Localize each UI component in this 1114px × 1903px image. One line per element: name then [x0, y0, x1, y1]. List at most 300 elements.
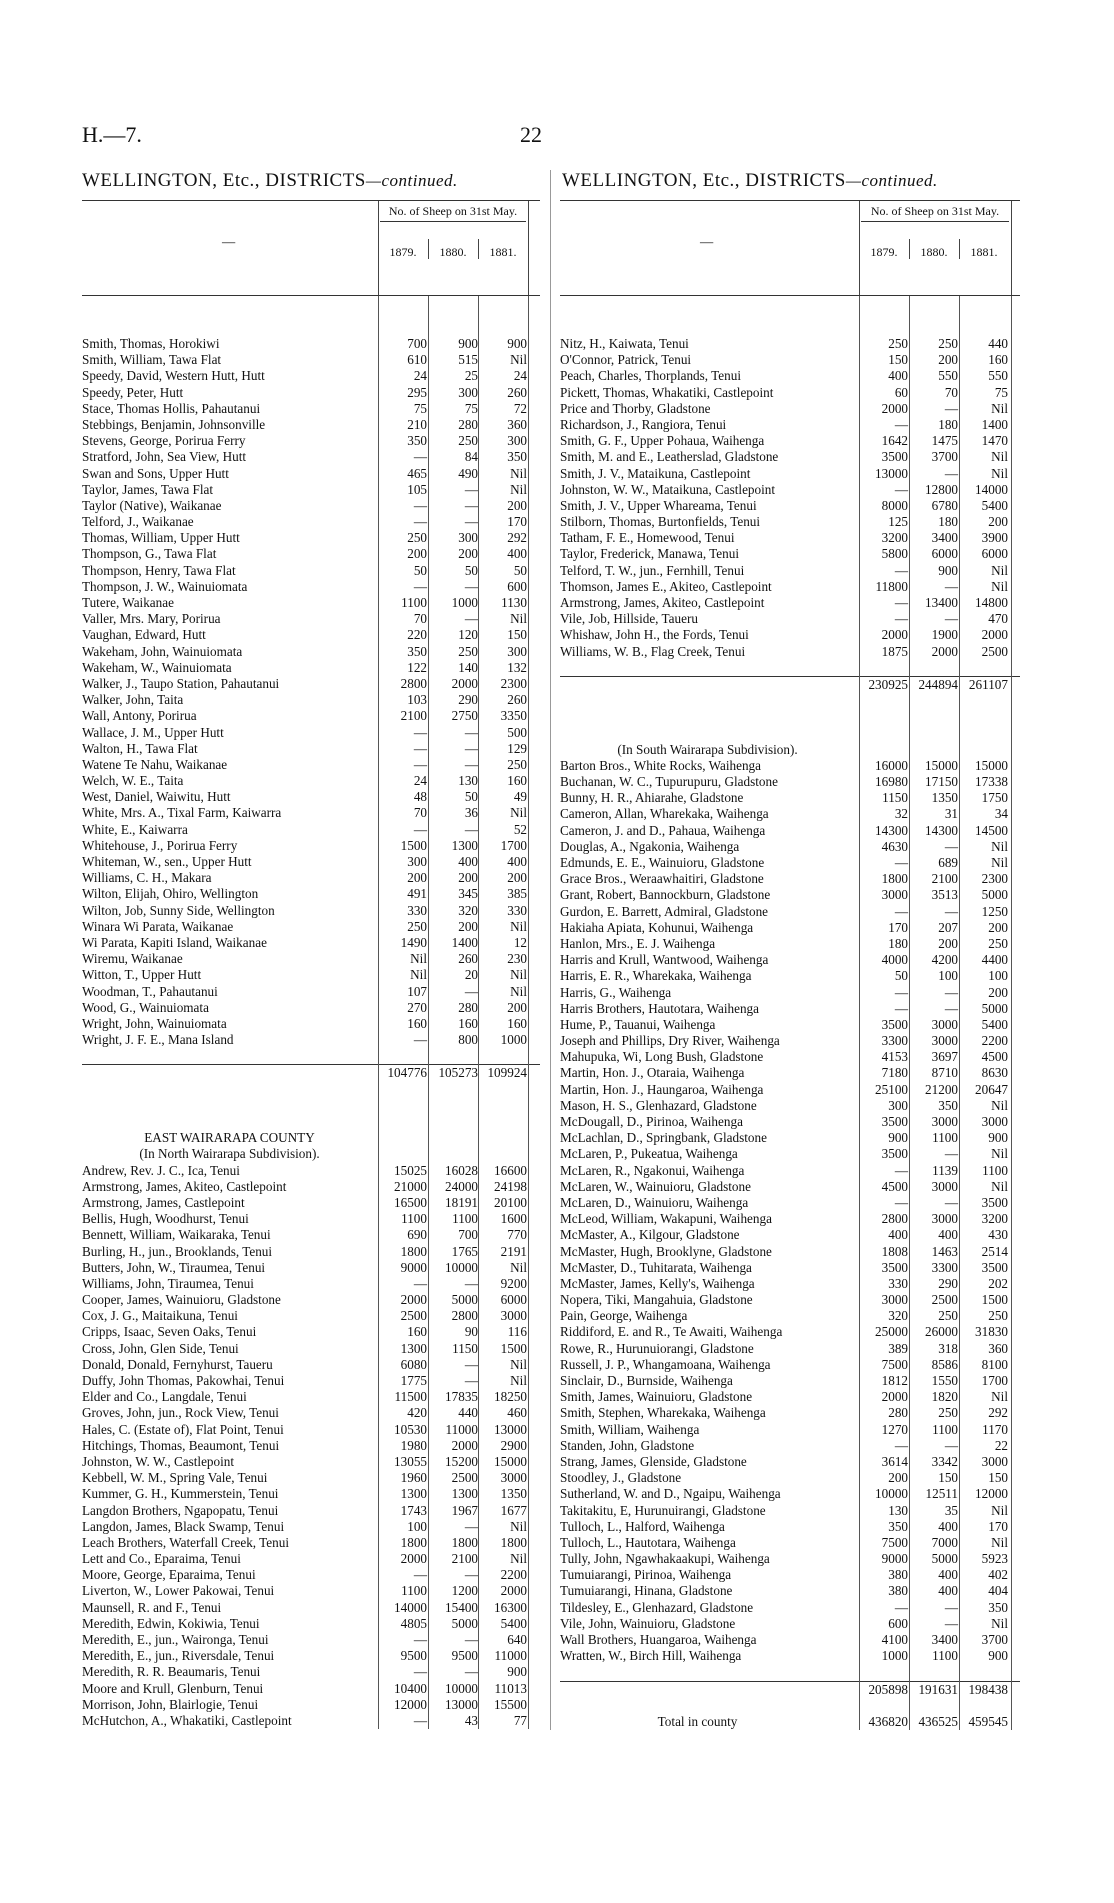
- sheep-count-1879: —: [413, 514, 427, 530]
- sheep-count-1879: 180: [888, 935, 908, 951]
- table-row: [82, 708, 540, 724]
- sheep-count-1880: —: [944, 578, 958, 594]
- owner-name: Smith, James, Wainuioru, Gladstone: [560, 1389, 753, 1405]
- sheep-count-1879: 350: [407, 433, 427, 449]
- sheep-count-1879: 11800: [875, 578, 908, 594]
- sheep-count-1881: Nil: [510, 1356, 527, 1372]
- sheep-count-1880: 1463: [931, 1243, 958, 1259]
- table-row: [82, 870, 540, 886]
- sheep-count-1879: 24: [413, 773, 427, 789]
- sheep-count-1880: —: [464, 756, 478, 772]
- owner-name: Rowe, R., Hurunuiorangi, Gladstone: [560, 1340, 754, 1356]
- sheep-count-1879: —: [413, 497, 427, 513]
- sheep-count-1879: —: [413, 1032, 427, 1048]
- subtotal-row: [82, 1064, 540, 1081]
- page-reference: H.—7.: [82, 122, 142, 147]
- sheep-count-1879: 16000: [875, 757, 908, 773]
- sheep-count-1881: 52: [513, 821, 527, 837]
- sheep-count-1880: 1100: [452, 1211, 478, 1227]
- sheep-count-1880: 2000: [931, 643, 958, 659]
- owner-name: McMaster, James, Kelly's, Waihenga: [560, 1275, 755, 1291]
- sheep-count-1880: 490: [458, 465, 478, 481]
- sheep-count-1881: 16300: [494, 1599, 527, 1615]
- grand-total-row: [560, 1714, 1020, 1730]
- sheep-count-1880: 16028: [445, 1162, 478, 1178]
- sheep-count-1879: —: [894, 1599, 908, 1615]
- sheep-count-1880: 7000: [931, 1534, 958, 1550]
- sheep-count-1881: 1170: [982, 1421, 1008, 1437]
- table-row: [82, 1260, 540, 1276]
- sheep-count-1879: 1150: [882, 790, 908, 806]
- table-row: [560, 1227, 1020, 1243]
- owner-name: Wilton, Elijah, Ohiro, Wellington: [82, 886, 259, 902]
- table-row: [82, 1324, 540, 1340]
- table-row: [560, 1179, 1020, 1195]
- sheep-count-1881: 14000: [975, 481, 1008, 497]
- table-row: [560, 1454, 1020, 1470]
- owner-name: Swan and Sons, Upper Hutt: [82, 465, 229, 481]
- table-row: [560, 1049, 1020, 1065]
- sheep-count-1881: Nil: [991, 855, 1008, 870]
- sheep-count-1879: 103: [407, 692, 427, 708]
- left-column-title: [82, 170, 458, 192]
- owner-name: Stevens, George, Porirua Ferry: [82, 433, 246, 449]
- section-heading-row: [82, 1130, 540, 1146]
- sheep-count-1880: —: [464, 821, 478, 837]
- table-row: [82, 368, 540, 384]
- sheep-count-1879: 7500: [881, 1534, 908, 1550]
- sheep-count-1880: 3400: [931, 530, 958, 546]
- sheep-count-1879: 1100: [401, 1583, 427, 1599]
- sheep-count-1881: 34: [994, 806, 1008, 822]
- sheep-count-1881: 2300: [981, 871, 1008, 887]
- owner-name: McLachlan, D., Springbank, Gladstone: [560, 1130, 767, 1146]
- sheep-count-1879: 75: [413, 400, 427, 416]
- sheep-count-1879: —: [894, 562, 908, 578]
- sheep-count-1880: 24000: [445, 1178, 478, 1194]
- owner-name: Tumuiarangi, Hinana, Gladstone: [560, 1583, 733, 1599]
- sheep-count-1881: 5000: [981, 1000, 1008, 1016]
- table-row: [82, 611, 540, 627]
- sheep-count-1879: 70: [413, 805, 427, 821]
- table-row: [82, 1503, 540, 1519]
- owner-name: Walton, H., Tawa Flat: [82, 740, 198, 756]
- sheep-count-1881: 900: [507, 336, 527, 351]
- sheep-count-1881: 459545: [968, 1713, 1008, 1729]
- owner-name: Meredith, R. R. Beaumaris, Tenui: [82, 1664, 261, 1680]
- sheep-count-1881: Nil: [991, 1502, 1008, 1518]
- header-rule: [528, 201, 529, 295]
- table-row: [82, 433, 540, 449]
- sheep-count-1880: 1139: [932, 1162, 958, 1178]
- sheep-count-1881: 250: [507, 756, 527, 772]
- sheep-count-1881: 5400: [500, 1615, 527, 1631]
- table-body: [560, 296, 1020, 1730]
- sheep-count-1879: 7180: [881, 1065, 908, 1081]
- sheep-count-1879: 60: [894, 384, 908, 400]
- table-row: [560, 1486, 1020, 1502]
- sheep-count-1880: 350: [938, 1097, 958, 1113]
- sheep-count-1879: 160: [407, 1015, 427, 1031]
- sheep-count-1879: 465: [407, 465, 427, 481]
- header-sheep-count-group: No. of Sheep on 31st May.: [380, 205, 526, 222]
- table-row: [560, 498, 1020, 514]
- sheep-count-1879: 10530: [394, 1421, 427, 1437]
- sheep-count-1881: 5400: [981, 497, 1008, 513]
- sheep-count-1880: 3400: [931, 1632, 958, 1647]
- sheep-count-1880: 2000: [451, 675, 478, 691]
- table-row: [82, 546, 540, 562]
- sheep-count-1879: Nil: [410, 967, 427, 983]
- right-title-main: WELLINGTON, Etc., DISTRICTS: [562, 170, 846, 191]
- sheep-count-1881: 200: [988, 919, 1008, 935]
- sheep-count-1881: 16600: [494, 1162, 527, 1178]
- table-row: [82, 385, 540, 401]
- table-row: [82, 1341, 540, 1357]
- owner-name: Nopera, Tiki, Mangahuia, Gladstone: [560, 1292, 753, 1308]
- sheep-count-1880: 300: [458, 384, 478, 400]
- owner-name: McHutchon, A., Whakatiki, Castlepoint: [82, 1712, 292, 1728]
- sheep-count-1881: Nil: [510, 352, 527, 368]
- sheep-count-1880: —: [944, 1615, 958, 1631]
- sheep-count-1881: Nil: [510, 1259, 527, 1275]
- row-spacer: [560, 1664, 1020, 1680]
- sheep-count-1880: 689: [938, 855, 958, 870]
- sheep-count-1881: 200: [507, 999, 527, 1015]
- owner-name: O'Connor, Patrick, Tenui: [560, 352, 692, 368]
- owner-name: Tatham, F. E., Homewood, Tenui: [560, 530, 735, 546]
- owner-name: Grace Bros., Weraawhaitiri, Gladstone: [560, 871, 764, 887]
- sheep-count-1880: 1765: [451, 1243, 478, 1259]
- table-row: [560, 368, 1020, 384]
- sheep-count-1879: 1800: [881, 871, 908, 887]
- table-row: [82, 1195, 540, 1211]
- owner-name: Sinclair, D., Burnside, Waihenga: [560, 1373, 733, 1388]
- sheep-count-1880: 13000: [445, 1696, 478, 1712]
- table-row: [560, 1567, 1020, 1583]
- sheep-count-1879: 14000: [394, 1599, 427, 1615]
- sheep-count-1879: 125: [888, 514, 908, 530]
- sheep-count-1879: 2500: [400, 1308, 427, 1324]
- owner-name: Walker, John, Taita: [82, 692, 184, 708]
- header-rule: [959, 239, 960, 259]
- owner-name: Leach Brothers, Waterfall Creek, Tenui: [82, 1534, 289, 1550]
- sheep-count-1881: 4400: [981, 952, 1008, 968]
- sheep-count-1881: 5000: [981, 887, 1008, 903]
- table-row: [82, 514, 540, 530]
- owner-name: Maunsell, R. and F., Tenui: [82, 1599, 222, 1615]
- table-row: [560, 1632, 1020, 1648]
- owner-name: Wall Brothers, Huangaroa, Waihenga: [560, 1632, 757, 1647]
- sheep-count-1879: 105: [407, 481, 427, 497]
- owner-name: Walker, J., Taupo Station, Pahautanui: [82, 675, 280, 691]
- sheep-count-1879: 1100: [401, 1211, 427, 1227]
- sheep-count-1881: 116: [507, 1324, 527, 1340]
- owner-name: Meredith, Edwin, Kokiwia, Tenui: [82, 1615, 260, 1631]
- column-rule: [428, 296, 429, 1729]
- sheep-count-1881: 1350: [500, 1486, 527, 1502]
- sheep-count-1879: 350: [407, 643, 427, 659]
- sheep-count-1880: —: [464, 1518, 478, 1534]
- sheep-count-1880: 50: [464, 562, 478, 578]
- row-label: EAST WAIRARAPA COUNTY: [144, 1130, 315, 1146]
- table-row: [560, 611, 1020, 627]
- sheep-count-1881: 3200: [981, 1211, 1008, 1227]
- table-row: [82, 1244, 540, 1260]
- sheep-count-1880: 1900: [931, 627, 958, 643]
- owner-name: Lett and Co., Eparaima, Tenui: [82, 1551, 241, 1567]
- header-rule: [428, 239, 429, 259]
- table-row: [560, 1422, 1020, 1438]
- table-row: [82, 1000, 540, 1016]
- sheep-count-1881: 200: [507, 497, 527, 513]
- table-row: [82, 417, 540, 433]
- sheep-count-1879: 2000: [881, 400, 908, 416]
- sheep-count-1881: 600: [507, 578, 527, 594]
- sheep-count-1881: 15000: [975, 757, 1008, 773]
- sheep-count-1880: 17835: [445, 1389, 478, 1405]
- header-dash: —: [700, 234, 714, 249]
- sheep-count-1881: 31830: [975, 1324, 1008, 1340]
- sheep-count-1881: Nil: [991, 1178, 1008, 1194]
- owner-name: Thompson, J. W., Wainuiomata: [82, 578, 248, 594]
- sheep-count-1881: 15000: [494, 1453, 527, 1469]
- owner-name: Hales, C. (Estate of), Flat Point, Tenui: [82, 1421, 284, 1437]
- owner-name: Cameron, J. and D., Pahaua, Waihenga: [560, 822, 766, 838]
- owner-name: Bunny, H. R., Ahiarahe, Gladstone: [560, 790, 744, 806]
- sheep-count-1881: Nil: [510, 1373, 527, 1388]
- sheep-count-1880: 8710: [931, 1065, 958, 1081]
- sheep-count-1879: —: [413, 1712, 427, 1728]
- owner-name: Winara Wi Parata, Waikanae: [82, 918, 234, 934]
- table-row: [560, 1033, 1020, 1049]
- table-row: [560, 1244, 1020, 1260]
- owner-name: Stratford, John, Sea View, Hutt: [82, 449, 247, 465]
- sheep-count-1881: Nil: [510, 1551, 527, 1567]
- sheep-count-1879: 3000: [881, 1292, 908, 1308]
- section-heading-row: [82, 1146, 540, 1162]
- sheep-count-1881: 1800: [500, 1534, 527, 1550]
- sheep-count-1880: —: [464, 740, 478, 756]
- sheep-count-1880: 43: [464, 1712, 478, 1728]
- sheep-count-1879: 200: [407, 870, 427, 886]
- table-row: [560, 1260, 1020, 1276]
- sheep-count-1880: —: [464, 481, 478, 497]
- header-rule: [478, 239, 479, 259]
- sheep-count-1879: 3000: [881, 887, 908, 903]
- table-row: [560, 1276, 1020, 1292]
- sheep-count-1881: 8630: [981, 1065, 1008, 1081]
- sheep-count-1881: 350: [988, 1599, 1008, 1615]
- sheep-count-1881: 770: [507, 1227, 527, 1243]
- sheep-count-1880: 400: [458, 854, 478, 869]
- sheep-count-1881: 77: [513, 1712, 527, 1728]
- table-header: [560, 200, 1020, 296]
- sheep-count-1881: 200: [988, 514, 1008, 530]
- table-row: [82, 1713, 540, 1729]
- owner-name: Pain, George, Waihenga: [560, 1308, 688, 1324]
- owner-name: Williams, C. H., Makara: [82, 870, 212, 886]
- sheep-count-1879: 230925: [868, 676, 908, 692]
- column-rule: [959, 296, 960, 1730]
- table-row: [560, 968, 1020, 984]
- sheep-count-1880: —: [464, 1664, 478, 1680]
- sheep-count-1880: 100: [938, 968, 958, 984]
- sheep-count-1880: 345: [458, 886, 478, 902]
- owner-name: Martin, Hon. J., Haungaroa, Waihenga: [560, 1081, 764, 1097]
- sheep-count-1881: 3000: [500, 1308, 527, 1324]
- owner-name: Stilborn, Thomas, Burtonfields, Tenui: [560, 514, 761, 530]
- sheep-count-1881: 1700: [500, 837, 527, 853]
- table-row: [82, 676, 540, 692]
- sheep-count-1879: 50: [413, 562, 427, 578]
- owner-name: Mahupuka, Wi, Long Bush, Gladstone: [560, 1049, 764, 1065]
- row-spacer: [560, 726, 1020, 742]
- owner-name: Thompson, Henry, Tawa Flat: [82, 562, 236, 578]
- owner-name: Morrison, John, Blairlogie, Tenui: [82, 1696, 259, 1712]
- sheep-count-1881: 1500: [981, 1292, 1008, 1308]
- owner-name: Smith, William, Waihenga: [560, 1421, 700, 1437]
- sheep-count-1881: 1250: [981, 903, 1008, 919]
- sheep-count-1880: 20: [464, 967, 478, 983]
- subtotal-row: [560, 676, 1020, 693]
- sheep-count-1879: 491: [407, 886, 427, 902]
- sheep-count-1880: —: [464, 983, 478, 999]
- table-row: [560, 1551, 1020, 1567]
- sheep-count-1881: 160: [507, 773, 527, 789]
- left-sheep-table: [82, 200, 540, 1729]
- sheep-count-1879: —: [894, 611, 908, 627]
- table-row: [82, 984, 540, 1000]
- table-row: [82, 1211, 540, 1227]
- sheep-count-1880: 280: [458, 416, 478, 432]
- table-row: [560, 904, 1020, 920]
- sheep-count-1881: 1500: [500, 1340, 527, 1356]
- sheep-count-1880: 1350: [931, 790, 958, 806]
- sheep-count-1879: 21000: [394, 1178, 427, 1194]
- sheep-count-1879: 25000: [875, 1324, 908, 1340]
- sheep-count-1881: 2200: [981, 1033, 1008, 1049]
- owner-name: Richardson, J., Rangiora, Tenui: [560, 416, 727, 432]
- sheep-count-1880: —: [464, 1567, 478, 1583]
- sheep-count-1879: 130: [888, 1502, 908, 1518]
- sheep-count-1880: 180: [938, 416, 958, 432]
- sheep-count-1881: 3900: [981, 530, 1008, 546]
- header-rule: [1011, 201, 1012, 295]
- owner-name: Hakiaha Apiata, Kohunui, Waihenga: [560, 919, 754, 935]
- sheep-count-1879: —: [894, 1162, 908, 1178]
- sheep-count-1881: 24198: [494, 1178, 527, 1194]
- table-row: [560, 1017, 1020, 1033]
- right-title-continued: —continued.: [845, 171, 938, 190]
- sheep-count-1881: 160: [988, 352, 1008, 368]
- sheep-count-1881: 75: [994, 384, 1008, 400]
- sheep-count-1881: 400: [507, 546, 527, 562]
- sheep-count-1879: —: [894, 595, 908, 610]
- row-spacer: [560, 1698, 1020, 1714]
- table-row: [560, 514, 1020, 530]
- owner-name: McMaster, Hugh, Brooklyne, Gladstone: [560, 1243, 772, 1259]
- table-row: [82, 1664, 540, 1680]
- sheep-count-1880: 1000: [451, 595, 478, 610]
- sheep-count-1879: —: [894, 1437, 908, 1453]
- sheep-count-1881: Nil: [991, 562, 1008, 578]
- table-row: [82, 401, 540, 417]
- table-row: [560, 1146, 1020, 1162]
- sheep-count-1880: 160: [458, 1015, 478, 1031]
- sheep-count-1881: 15500: [494, 1696, 527, 1712]
- sheep-count-1879: 4000: [881, 952, 908, 968]
- sheep-count-1879: 350: [888, 1518, 908, 1534]
- owner-name: Whiteman, W., sen., Upper Hutt: [82, 854, 252, 869]
- owner-name: Smith, Stephen, Wharekaka, Waihenga: [560, 1405, 766, 1421]
- sheep-count-1880: 10000: [445, 1259, 478, 1275]
- table-row: [560, 401, 1020, 417]
- sheep-count-1881: Nil: [510, 967, 527, 983]
- sheep-count-1881: 150: [988, 1470, 1008, 1486]
- sheep-count-1881: 12000: [975, 1486, 1008, 1502]
- sheep-count-1881: Nil: [991, 449, 1008, 465]
- sheep-count-1879: 1743: [400, 1502, 427, 1518]
- sheep-count-1881: 2000: [500, 1583, 527, 1599]
- owner-name: Pickett, Thomas, Whakatiki, Castlepoint: [560, 384, 774, 400]
- header-rule: [378, 201, 379, 295]
- column-rule: [909, 296, 910, 1730]
- right-column-title: [562, 170, 938, 192]
- owner-name: Groves, John, jun., Rock View, Tenui: [82, 1405, 279, 1421]
- sheep-count-1879: —: [413, 1275, 427, 1291]
- table-row: [82, 789, 540, 805]
- table-row: [82, 1535, 540, 1551]
- table-row: [82, 1583, 540, 1599]
- table-row: [82, 1389, 540, 1405]
- table-row: [82, 822, 540, 838]
- sheep-count-1880: 400: [938, 1518, 958, 1534]
- sheep-count-1879: —: [413, 1632, 427, 1647]
- owner-name: Taylor, Frederick, Manawa, Tenui: [560, 546, 740, 562]
- sheep-count-1879: 16500: [394, 1194, 427, 1210]
- sheep-count-1880: 11000: [445, 1421, 478, 1437]
- table-row: [82, 1292, 540, 1308]
- table-row: [82, 692, 540, 708]
- table-row: [560, 449, 1020, 465]
- table-row: [560, 579, 1020, 595]
- owner-name: Welch, W. E., Taita: [82, 773, 184, 789]
- sheep-count-1880: 3700: [931, 449, 958, 465]
- sheep-count-1881: 9200: [500, 1275, 527, 1291]
- owner-name: Meredith, E., jun., Riversdale, Tenui: [82, 1648, 275, 1664]
- sheep-count-1881: 404: [988, 1583, 1008, 1599]
- sheep-count-1880: 90: [464, 1324, 478, 1340]
- table-row: [82, 627, 540, 643]
- table-row: [560, 1065, 1020, 1081]
- table-row: [560, 595, 1020, 611]
- sheep-count-1879: 1800: [400, 1243, 427, 1259]
- owner-name: Tildesley, E., Glenhazard, Gladstone: [560, 1599, 754, 1615]
- sheep-count-1880: 3697: [931, 1049, 958, 1065]
- sheep-count-1879: 4630: [881, 838, 908, 854]
- row-label: (In South Wairarapa Subdivision).: [617, 741, 798, 757]
- sheep-count-1881: 18250: [494, 1389, 527, 1405]
- sheep-count-1879: 1775: [400, 1373, 427, 1388]
- owner-name: Taylor, James, Tawa Flat: [82, 481, 214, 497]
- sheep-count-1880: 280: [458, 999, 478, 1015]
- sheep-count-1880: 17150: [925, 774, 958, 790]
- owner-name: Donald, Donald, Fernyhurst, Taueru: [82, 1356, 273, 1372]
- sheep-count-1881: 3700: [981, 1632, 1008, 1647]
- table-row: [560, 1163, 1020, 1179]
- sheep-count-1881: 350: [507, 449, 527, 465]
